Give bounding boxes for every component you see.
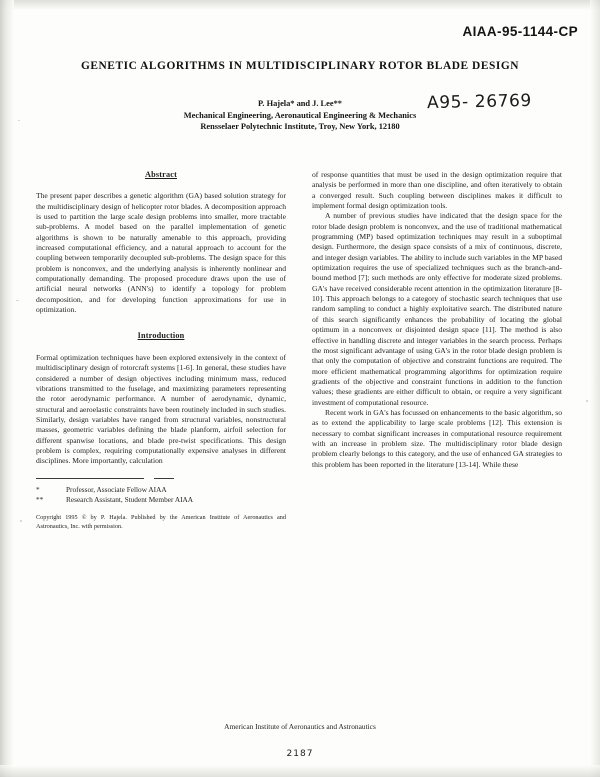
- scan-edge-bottom: [0, 765, 600, 777]
- author-institution: Rensselaer Polytechnic Institute, Troy, New York, 12180: [200, 122, 400, 132]
- introduction-text: Formal optimization techniques have been explored extensively in the context of multidisciplinary design of rotorcraft systems [1-6]. In general, these studies have considered a number of design objectives including minimum mass, reduced vibrations transmitted to the fuselage, and maximizing parameters representing the rotor aerodynamic performance. A number of aerodynamic, dynamic, structural and aeroelastic constraints have been routinely included in such studies. Similarly, design variables have ranged from structural variables, nonstructural masses, geometric variables defining the blade planform, airfoil selection for different spanwise locations, and blade pre-twist specifications. This design problem is complex, requiring computationally expensive analyses in different disciplines. More importantly, calculation: [36, 352, 286, 466]
- abstract-text: The present paper describes a genetic algorithm (GA) based solution strategy for the multidisciplinary design of helicopter rotor blades. A decomposition approach is used to partition the large scale design problems into smaller, more tractable sub-problems. A model based on the parallel implementation of genetic algorithms is shown to be naturally amenable to this approach, providing increased computational efficiency, and a natural approach to account for the coupling between temporarily decoupled sub-problems. The design space for this problem is nonconvex, and the underlying analysis is inherently nonlinear and computationally demanding. The proposed procedure draws upon the use of artificial neural networks (ANN's) to identify a topology for problem decomposition, and for developing function approximations for use in optimization.: [36, 191, 286, 315]
- footnote-item: [36, 495, 286, 505]
- page-number: 2187: [286, 749, 314, 759]
- scan-speckle: [20, 520, 22, 522]
- footnote-mark: **: [36, 495, 44, 504]
- aiaa-document-number: AIAA-95-1144-CP: [462, 24, 578, 39]
- footnote-text: Professor, Associate Fellow AIAA: [66, 484, 167, 494]
- right-column: [312, 170, 562, 470]
- footnote-mark: *: [36, 484, 40, 494]
- author-names: P. Hajela* and J. Lee**: [258, 99, 342, 108]
- scan-edge-top: [0, 0, 600, 10]
- body-paragraph: A number of previous studies have indicated that the design space for the rotor blade design problem is nonconvex, and the use of traditional mathematical programming (MP) based optimization techniques may result in a suboptimal design. Furthermore, the design space consists of a mix of continuous, discrete, and integer design variables. The ability to include such variables in the MP based optimization requires the use of specialized techniques such as the branch-and-bound method [7]; such methods are only effective for moderate sized problems. GA's have received considerable recent attention in the optimization literature [8-10]. This approach belongs to a category of stochastic search techniques that use random sampling to conduct a highly exploitative search. The distributed nature of this search significantly enhances the probability of locating the global optimum in a nonconvex or disjointed design space [11]. The method is also effective in handling discrete and integer variables in the search process. Perhaps the most significant advantage of using GA's in the rotor blade design problem is that only the computation of objective and constraint functions are required. The more efficient mathematical programming algorithms for optimization require gradients of the objective and constraint functions in addition to the function values; these gradients are either difficult to obtain, or require a very significant investment of computational resource.: [312, 211, 562, 407]
- footer-organization: American Institute of Aeronautics and Astronautics: [224, 722, 376, 731]
- accession-number-stamp: A95- 26769: [426, 90, 533, 114]
- footnote-item: [36, 485, 286, 495]
- body-paragraph: Recent work in GA's has focussed on enhancements to the basic algorithm, so as to extend the applicability to large scale problems [12]. This extension is necessary to combat significant increases in computational resource requirement with an increase in problem size. The multidisciplinary rotor blade design problem clearly belongs to this category, and the use of enhanced GA strategies to this problem has been reported in the literature [13-14]. While these: [312, 407, 562, 469]
- footnote-divider: [36, 478, 144, 479]
- copyright-notice: Copyright 1995 © by P. Hajela. Published by the American Institute of Aeronautics and Astronautics, Inc. with permission.: [36, 514, 286, 530]
- body-paragraph: of response quantities that must be used in the design optimization require that analysis be performed in more than one discipline, and often iteratively to obtain a converged result. Such coupling between disciplines makes it difficult to implement formal design optimization tools.: [312, 170, 562, 211]
- author-department: Mechanical Engineering, Aeronautical Engineering & Mechanics: [183, 110, 417, 120]
- abstract-heading: Abstract: [144, 170, 178, 179]
- scan-speckle: [586, 400, 588, 402]
- scan-speckle: [16, 300, 19, 301]
- footnote-divider-secondary: [154, 478, 174, 479]
- left-column: [36, 170, 286, 531]
- page-title: GENETIC ALGORITHMS IN MULTIDISCIPLINARY ROTOR BLADE DESIGN: [80, 60, 520, 72]
- introduction-heading: Introduction: [137, 331, 185, 341]
- footnote-text: Research Assistant, Student Member AIAA: [66, 495, 194, 504]
- footnotes: [36, 485, 286, 531]
